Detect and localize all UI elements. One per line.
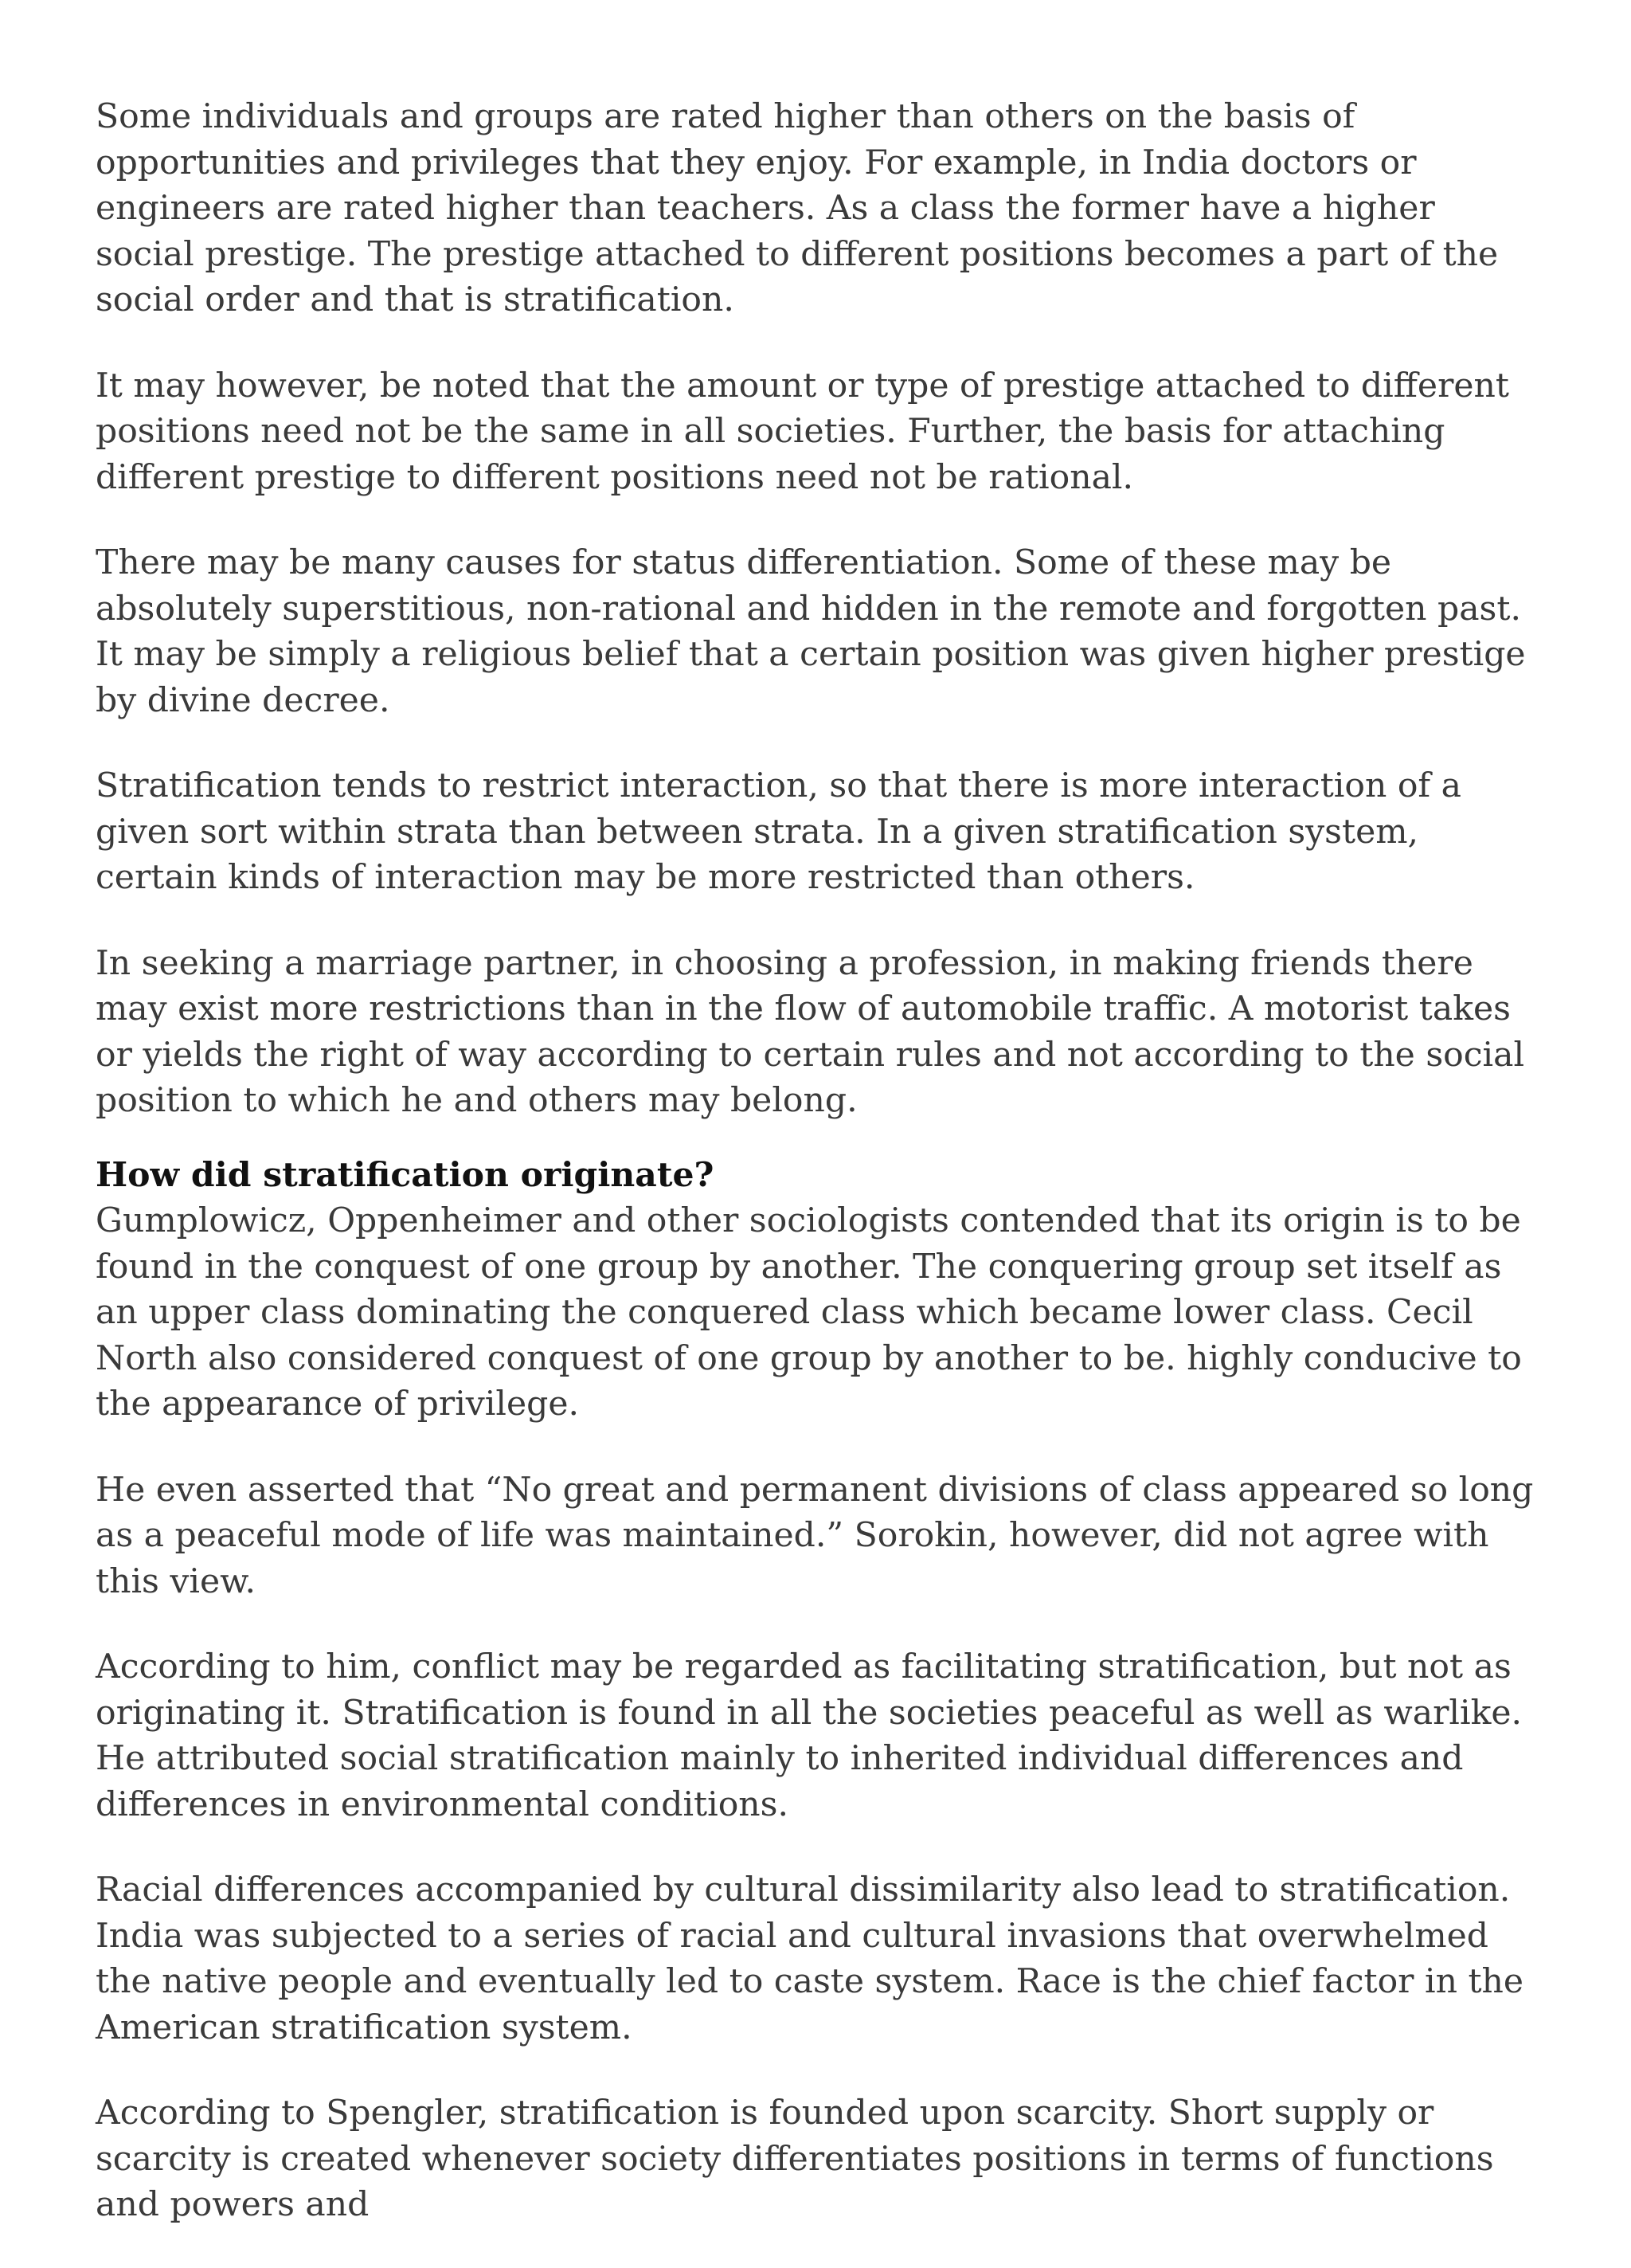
paragraph-spengler-scarcity: According to Spengler, stratification is founded upon scarcity. Short supply or scarcity is created whenever society differentiates positions in terms of functions and powers and — [96, 2094, 1494, 2224]
document-page — [96, 94, 1537, 2268]
paragraph-sorokin-view: According to him, conflict may be regarded as facilitating stratification, but not as originating it. Stratification is found in all the societies peaceful as well as warlike. He attributed social stratification mainly to inherited individual differences and differences in environmental conditions. — [96, 1647, 1523, 1824]
paragraph-conquest-theory: Gumplowicz, Oppenheimer and other sociologists contended that its origin is to be found in the conquest of one group by another. The conquering group set itself as an upper class dominating the conquered class which became lower class. Cecil North also considered conquest of one group by another to be. highly conducive to the appearance of privilege. — [96, 1201, 1522, 1424]
paragraph-restrict-interaction: Stratification tends to restrict interaction, so that there is more interaction of a given sort within strata than between strata. In a given stratification system, certain kinds of interaction may be more restricted than others. — [96, 766, 1462, 897]
paragraph-prestige-variation: It may however, be noted that the amount or type of prestige attached to different positions need not be the same in all societies. Further, the basis for attaching different prestige to different positions need not be rational. — [96, 366, 1509, 497]
paragraph-prestige: Some individuals and groups are rated higher than others on the basis of opportunities and privileges that they enjoy. For example, in India doctors or engineers are rated higher than teachers. As a class the former have a higher social prestige. The prestige attached to different positions becomes a part of the social order and that is stratification. — [96, 97, 1499, 319]
paragraph-racial-differences: Racial differences accompanied by cultural dissimilarity also lead to stratification. India was subjected to a series of racial and cultural invasions that overwhelmed the native people and eventually led to caste system. Race is the chief factor in the American stratification system. — [96, 1870, 1524, 2047]
paragraph-peaceful-mode: He even asserted that “No great and permanent divisions of class appeared so long as a peaceful mode of life was maintained.” Sorokin, however, did not agree with this view. — [96, 1470, 1534, 1601]
section-heading-origin: How did stratification originate? — [96, 1154, 714, 1195]
paragraph-status-causes: There may be many causes for status differentiation. Some of these may be absolutely superstitious, non-rational and hidden in the remote and forgotten past. It may be simply a religious belief that a certain position was given higher prestige by divine decree. — [96, 543, 1526, 720]
paragraph-marriage-traffic: In seeking a marriage partner, in choosing a profession, in making friends there may exist more restrictions than in the flow of automobile traffic. A motorist takes or yields the right of way according to certain rules and not according to the social position to which he and others may belong. — [96, 943, 1525, 1120]
